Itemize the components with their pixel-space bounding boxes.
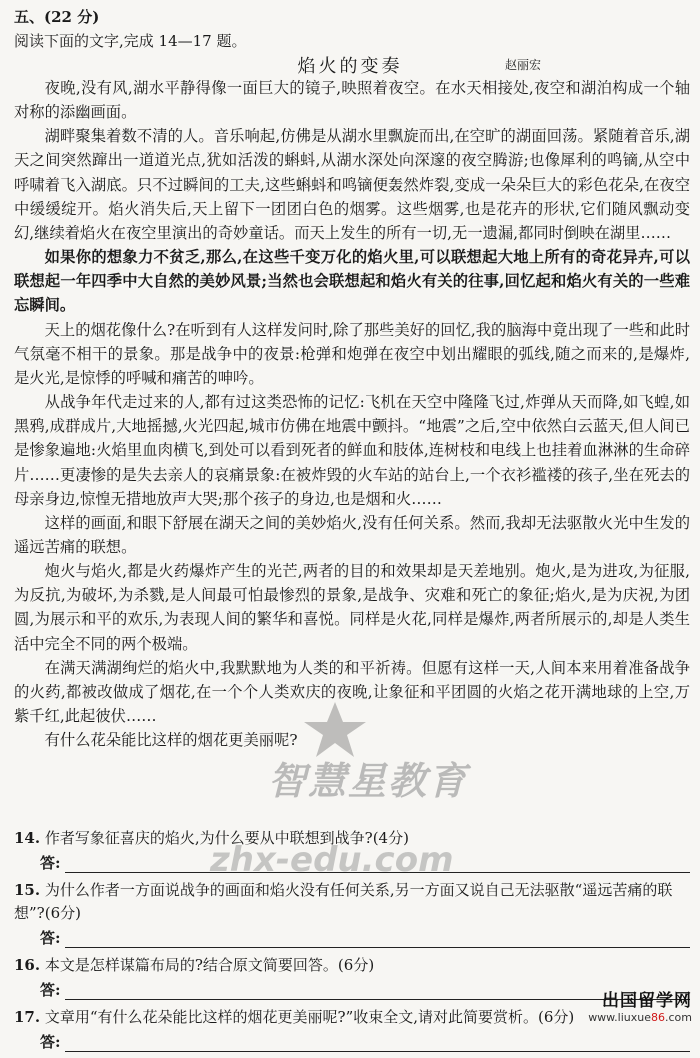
paragraph-3: 如果你的想象力不贫乏,那么,在这些千变万化的焰火里,可以联想起大地上所有的奇花异卉,可以联想起一年四季中大自然的美妙风景;当然也会联想起和焰火有关的往事,回忆起和焰火有关的一些难忘瞬间。 — [14, 248, 690, 315]
question-number: 16. — [14, 956, 41, 974]
answer-label: 答: — [40, 1033, 61, 1051]
answer-label: 答: — [40, 981, 61, 999]
watermark-url: zhx-edu.com — [210, 840, 454, 880]
reading-instruction: 阅读下面的文字,完成 14—17 题。 — [14, 32, 247, 50]
corner-logo-name: 出国留学网 — [602, 991, 692, 1011]
answer-label: 答: — [40, 854, 61, 872]
corner-site-logo[interactable] — [588, 986, 692, 1024]
question-text: 为什么作者一方面说战争的画面和焰火没有任何关系,另一方面又说自己无法驱散“遥远苦痛的联想”?(6分) — [14, 881, 673, 922]
corner-url-num: 86 — [651, 1011, 665, 1024]
paragraph-8: 在满天满湖绚烂的焰火中,我默默地为人类的和平祈祷。但愿有这样一天,人间本来用着准备战争的火药,都被改做成了烟花,在一个个人类欢庆的夜晚,让象征和平团圆的火焰之花开满地球的上空,万紫千红,此起彼伏…… — [14, 658, 690, 726]
question-15 — [14, 879, 690, 925]
paragraph-7: 炮火与焰火,都是火药爆炸产生的光芒,两者的目的和效果却是天差地别。炮火,是为进攻,为征服,为反抗,为破坏,为杀戮,是人间最可怕最惨烈的景象,是战争、灾难和死亡的象征;焰火,是为庆祝,为团圆,为展示和平的欢乐,为表现人间的繁华和喜悦。同样是火花,同样是爆炸,两者所展示的,却是人类生活中完全不同的两个极端。 — [14, 562, 690, 653]
question-text: 作者写象征喜庆的焰火,为什么要从中联想到战争?(4分) — [44, 829, 409, 847]
question-16 — [14, 954, 690, 977]
answer-line-15[interactable] — [40, 927, 690, 948]
answer-rule — [65, 929, 690, 948]
answer-label: 答: — [40, 929, 61, 947]
question-number: 15. — [14, 881, 41, 899]
question-number: 14. — [14, 829, 41, 847]
article-author: 赵丽宏 — [505, 58, 542, 72]
answer-rule — [65, 1033, 690, 1052]
corner-url-prefix: www.liuxue — [588, 1011, 651, 1024]
article-body — [14, 76, 690, 752]
paragraph-4: 天上的烟花像什么?在听到有人这样发问时,除了那些美好的回忆,我的脑海中竟出现了一些和此时气氛毫不相干的景象。那是战争中的夜景:枪弹和炮弹在夜空中划出耀眼的弧线,随之而来的,是爆炸,是火光,是惊悸的呼喊和痛苦的呻吟。 — [14, 320, 690, 387]
corner-logo-url — [588, 1011, 692, 1024]
corner-url-suffix: .com — [665, 1011, 692, 1024]
paragraph-1: 夜晚,没有风,湖水平静得像一面巨大的镜子,映照着夜空。在水天相接处,夜空和湖泊构成一个轴对称的添幽画面。 — [14, 79, 690, 122]
question-text: 文章用“有什么花朵能比这样的烟花更美丽呢?”收束全文,请对此简要赏析。(6分) — [44, 1008, 575, 1026]
article-title: 焰火的变奏 — [297, 56, 403, 77]
paragraph-9: 有什么花朵能比这样的烟花更美丽呢? — [44, 731, 298, 750]
paragraph-2: 湖畔聚集着数不清的人。音乐响起,仿佛是从湖水里飘旋而出,在空旷的湖面回荡。紧随着音乐,湖天之间突然蹿出一道道光点,犹如活泼的蝌蚪,从湖水深处向深邃的夜空腾游;也像犀利的鸣镝,从空中呼啸着飞入湖底。只不过瞬间的工夫,这些蝌蚪和鸣镝便轰然炸裂,变成一朵朵巨大的彩色花朵,在夜空中缓缓绽开。焰火消失后,天上留下一团团白色的烟雾。这些烟雾,也是花卉的形状,它们随风飘动变幻,继续着焰火在夜空里演出的奇妙童话。而天上发生的所有一切,无一遗漏,都同时倒映在湖里…… — [14, 127, 690, 242]
section-heading: 五、(22 分) — [14, 8, 100, 26]
question-text: 本文是怎样谋篇布局的?结合原文简要回答。(6分) — [44, 956, 375, 974]
question-number: 17. — [14, 1008, 41, 1026]
answer-line-17[interactable] — [40, 1031, 690, 1052]
paragraph-6: 这样的画面,和眼下舒展在湖天之间的美妙焰火,没有任何关系。然而,我却无法驱散火光中生发的遥远苦痛的联想。 — [14, 513, 690, 556]
watermark-logo: 智慧星教育 — [268, 759, 469, 803]
paragraph-5: 从战争年代走过来的人,都有过这类恐怖的记忆:飞机在天空中隆隆飞过,炸弹从天而降,如飞蝗,如黑鸦,成群成片,大地摇撼,火光四起,城市仿佛在地震中颤抖。“地震”之后,空中依然白云蓝天,但人间已是惨象遍地:火焰里血肉横飞,到处可以看到死者的鲜血和肢体,连树枝和电线上也挂着血淋淋的生命碎片……更凄惨的是失去亲人的哀痛景象:在被炸毁的火车站的站台上,一个衣衫褴褛的孩子,坐在死去的母亲身边,惊惶无措地放声大哭;那个孩子的身边,也是烟和火…… — [14, 393, 690, 508]
